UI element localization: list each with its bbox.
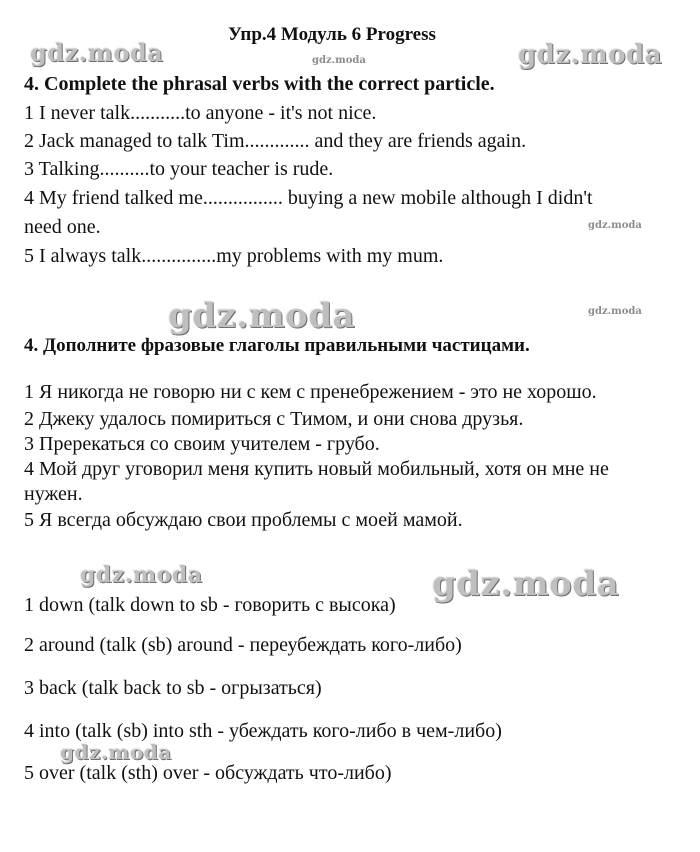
exercise-line: 4 Мой друг уговорил меня купить новый мобильный, хотя он мне не: [24, 458, 609, 480]
watermark-small: gdz.moda: [588, 220, 642, 231]
exercise-heading-en: 4. Complete the phrasal verbs with the correct particle.: [24, 73, 495, 95]
exercise-line: 2 Джеку удалось помириться с Тимом, и они снова друзья.: [24, 408, 524, 430]
watermark: gdz.moda: [60, 740, 172, 764]
watermark-small: gdz.moda: [588, 306, 642, 317]
watermark: gdz.moda: [168, 296, 356, 336]
answer-line: 4 into (talk (sb) into sth - убеждать кого-либо в чем-либо): [24, 720, 502, 742]
answer-line: 5 over (talk (sth) over - обсуждать что-либо): [24, 762, 392, 784]
watermark: gdz.moda: [518, 40, 663, 70]
exercise-line: 3 Talking..........to your teacher is rude.: [24, 158, 334, 180]
exercise-line: 3 Пререкаться со своим учителем - грубо.: [24, 433, 380, 455]
watermark-small: gdz.moda: [312, 55, 366, 66]
exercise-line: 1 Я никогда не говорю ни с кем с пренебрежением - это не хорошо.: [24, 381, 597, 403]
page-title: Упр.4 Модуль 6 Progress: [228, 24, 436, 45]
watermark: gdz.moda: [80, 562, 203, 588]
answer-line: 3 back (talk back to sb - огрызаться): [24, 677, 322, 699]
exercise-line: нужен.: [24, 483, 83, 505]
exercise-line: 5 I always talk...............my problems with my mum.: [24, 245, 444, 267]
exercise-line: need one.: [24, 216, 101, 238]
answer-line: 2 around (talk (sb) around - переубеждать кого-либо): [24, 634, 462, 656]
exercise-heading-ru: 4. Дополните фразовые глаголы правильными частицами.: [24, 335, 530, 356]
watermark: gdz.moda: [30, 38, 164, 67]
watermark: gdz.moda: [432, 564, 620, 604]
answer-line: 1 down (talk down to sb - говорить с высока): [24, 594, 396, 616]
exercise-line: 4 My friend talked me................ buying a new mobile although I didn't: [24, 187, 593, 209]
exercise-line: 5 Я всегда обсуждаю свои проблемы с моей мамой.: [24, 509, 463, 531]
exercise-line: 2 Jack managed to talk Tim............. and they are friends again.: [24, 130, 527, 152]
exercise-line: 1 I never talk...........to anyone - it's not nice.: [24, 102, 377, 124]
